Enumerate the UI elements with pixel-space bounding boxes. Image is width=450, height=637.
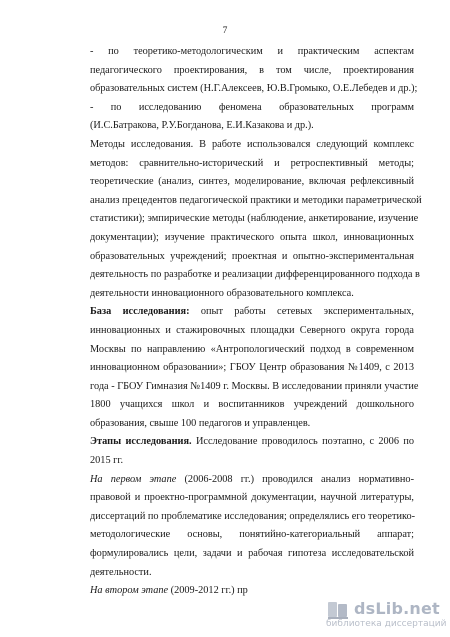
text-line: методов: сравнительно-исторический и ретроспективный методы;	[90, 157, 414, 169]
text-line: документации); изучение практического опыта школ, инновационных	[90, 231, 414, 243]
watermark-subtitle: библиотека диссертаций	[326, 619, 447, 629]
text-fragment: (2009-2012 гг.) пр	[168, 585, 248, 597]
text-line: деятельность по разработке и реализации дифференцированного подхода в	[90, 269, 420, 281]
text-line: - по исследованию феномена образовательных программ	[90, 101, 414, 113]
text-line: статистики); эмпирические методы (наблюдение, анкетирование, изучение	[90, 213, 419, 225]
text-line: анализ прецедентов педагогической практики и методики параметрической	[90, 194, 422, 206]
text-line: образовательных учреждений; проектная и опытно-экспериментальная	[90, 250, 414, 262]
dslib-watermark	[326, 597, 447, 631]
text-line: инновационных и стажировочных площадки Северного округа города	[90, 324, 414, 336]
text-line	[90, 303, 414, 322]
text-line: образовательных систем (Н.Г.Алексеев, Ю.В.Громыко, О.Е.Лебедев и др.);	[90, 83, 418, 95]
text-fragment: опыт работы сетевых экспериментальных,	[189, 306, 414, 318]
text-line: методологические основы, понятийно-категориальный аппарат;	[90, 529, 414, 541]
text-line: Методы исследования. В работе использовался следующий комплекс	[90, 138, 414, 150]
dslib-logo-icon	[326, 599, 352, 621]
text-line: 2015 гг.	[90, 455, 124, 467]
text-line: года - ГБОУ Гимназия №1409 г. Москвы. В исследовании приняли участие	[90, 380, 419, 392]
watermark-title: dsLib.net	[354, 599, 440, 618]
text-fragment: (2006-2008 гг.) проводился анализ нормативно-	[176, 473, 414, 485]
text-line: инновационном образовании»; ГБОУ Центр образования №1409, с 2013	[90, 362, 414, 374]
text-line: правовой и проектно-программной документации, научной литературы,	[90, 492, 414, 504]
text-line	[90, 471, 414, 490]
text-line: 1800 учащихся школ и воспитанников учреждений дошкольного	[90, 399, 414, 411]
text-line: формулировались цели, задачи и рабочая гипотеза исследовательской	[90, 548, 414, 560]
text-line: теоретические (анализ, синтез, моделирование, включая рефлексивный	[90, 176, 414, 188]
text-line: деятельности.	[90, 566, 152, 578]
text-line: Москвы по направлению «Антропологический подход в современном	[90, 343, 414, 355]
text-line	[90, 433, 414, 452]
stage-label-second: На втором этапе	[90, 585, 169, 597]
text-fragment: Исследование проводилось поэтапно, с 2006 по	[191, 436, 414, 448]
page-number: 7	[222, 26, 228, 36]
document-body	[90, 43, 422, 601]
text-line: педагогического проектирования, в том числе, проектирования	[90, 64, 414, 76]
text-line: (И.С.Батракова, Р.У.Богданова, Е.И.Казакова и др.).	[90, 120, 314, 132]
section-heading-stages: Этапы исследования.	[90, 436, 192, 448]
text-line: диссертаций по проблематике исследования; определялись его теоретико-	[90, 510, 416, 522]
text-line: - по теоретико-методологическим и практическим аспектам	[90, 46, 414, 57]
text-line: деятельности инновационного образовательного комплекса.	[90, 287, 354, 299]
stage-label-first: На первом этапе	[90, 473, 177, 485]
text-line: образования, свыше 100 педагогов и управленцев.	[90, 417, 311, 429]
section-heading-base: База исследования:	[90, 306, 190, 318]
